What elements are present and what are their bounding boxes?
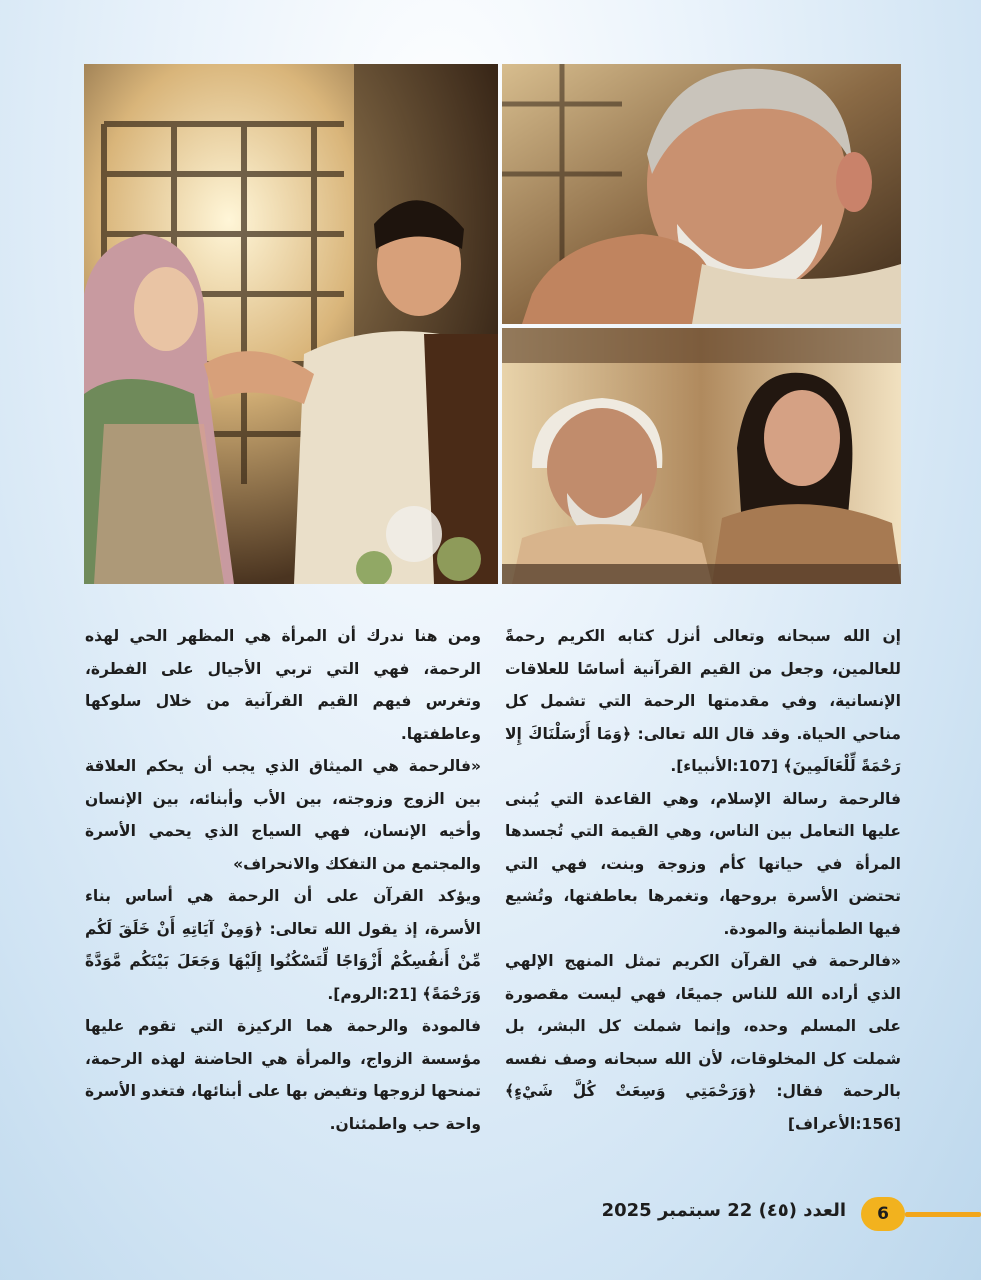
footer-accent-bar <box>905 1212 981 1217</box>
photo-grid <box>84 64 901 584</box>
article-paragraph: إن الله سبحانه وتعالى أنزل كتابه الكريم رحمةً للعالمين، وجعل من القيم القرآنية أساسًا للعلاقات الإنسانية، وفي مقدمتها الرحمة التي تشمل كل مناحي الحياة. وقد قال الله تعالى: ﴿وَمَا أَرْسَلْنَاكَ إِلا رَحْمَةً لِّلْعَالَمِينَ﴾ [107:الأنبياء]. <box>505 627 901 775</box>
page-number: 6 <box>877 1204 889 1224</box>
page-number-badge <box>861 1197 905 1231</box>
couple-photo <box>84 64 498 584</box>
article-paragraph: «فالرحمة هي الميثاق الذي يجب أن يحكم العلاقة بين الزوج وزوجته، بين الأب وأبنائه، بين الإنسان وأخيه الإنسان، فهي السياج الذي يحمي الأسرة والمجتمع من التفكك والانحراف» <box>85 757 481 873</box>
article-paragraph: فالرحمة رسالة الإسلام، وهي القاعدة التي يُبنى عليها التعامل بين الناس، وهي القيمة التي تُجسدها المرأة في حياتها كأم وزوجة وبنت، فهي التي تحتضن الأسرة بروحها، وتغمرها بعاطفتها، وتُشيع فيها الطمأنينة والمودة. <box>505 789 901 938</box>
article-paragraph: فالمودة والرحمة هما الركيزة التي تقوم عليها مؤسسة الزواج، والمرأة هي الحاضنة لهذه الرحمة، تمنحها لزوجها وتفيض بها على أبنائها، فتغدو الأسرة واحة حب واطمئنان. <box>85 1017 481 1133</box>
article-paragraph: «فالرحمة في القرآن الكريم تمثل المنهج الإلهي الذي أراده الله للناس جميعًا، فهي ليست مقصورة على المسلم وحده، وإنما شملت كل البشر، بل شملت كل المخلوقات، لأن الله سبحانه وصف نفسه بالرحمة فقال: ﴿وَرَحْمَتِي وَسِعَتْ كُلَّ شَيْءٍ﴾ [156:الأعراف] <box>505 952 901 1133</box>
issue-info: العدد (٤٥) 22 سبتمبر 2025 <box>601 1200 846 1221</box>
article-paragraph: ويؤكد القرآن على أن الرحمة هي أساس بناء الأسرة، إذ يقول الله تعالى: ﴿وَمِنْ آيَاتِهِ أَنْ خَلَقَ لَكُم مِّنْ أَنفُسِكُمْ أَزْوَاجًا لِّتَسْكُنُوا إِلَيْهَا وَجَعَلَ بَيْنَكُم مَّوَدَّةً وَرَحْمَةً﴾ [21:الروم]. <box>85 887 481 1003</box>
elderly-man-photo <box>502 64 901 324</box>
article-column-right <box>505 620 901 1140</box>
article-column-left <box>85 620 481 1140</box>
father-daughter-photo <box>502 328 901 584</box>
article-paragraph: ومن هنا ندرك أن المرأة هي المظهر الحي لهذه الرحمة، فهي التي تربي الأجيال على الفطرة، وتغرس فيهم القيم القرآنية من خلال سلوكها وعاطفتها. <box>85 627 481 743</box>
